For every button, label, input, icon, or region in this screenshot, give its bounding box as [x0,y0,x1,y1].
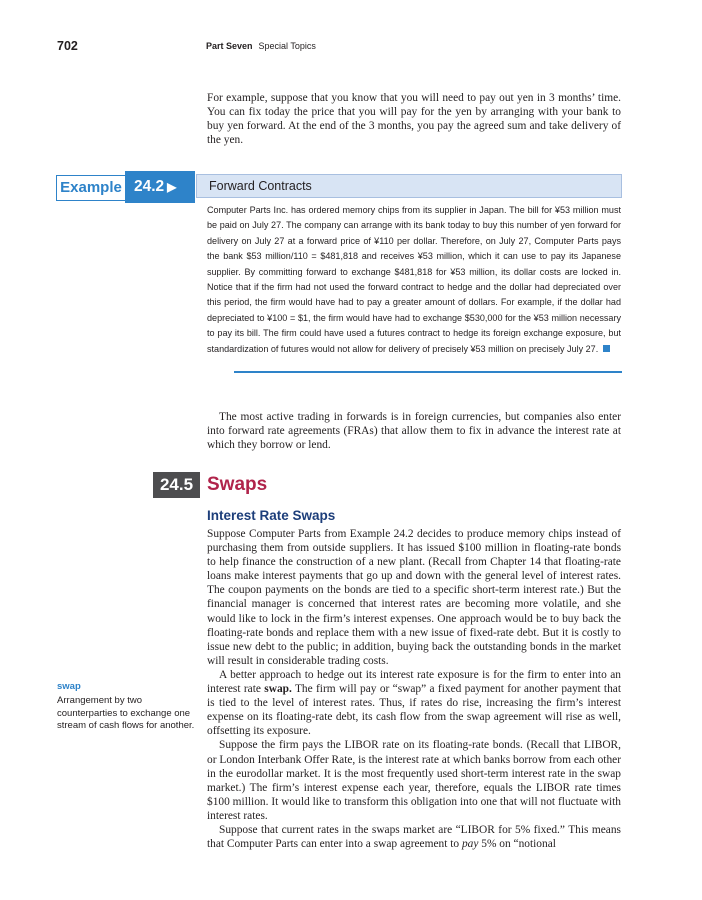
forwards-paragraph: The most active trading in forwards is in foreign currencies, but companies also enter into forward rate agreements (FRAs) that allow them to fix in advance the interest rate at which they borrow or lend. [207,411,621,452]
paragraph-text: A better approach to hedge out its interest rate exposure is for the firm to enter into an interest rate [207,668,621,696]
example-label: Example [56,175,126,201]
body-paragraph: Suppose Computer Parts from Example 24.2 decides to produce memory chips instead of purchasing them from outside suppliers. It has issued $100 million in floating-rate bonds to help finance the construction of a new plant. (Recall from Chapter 14 that floating-rate loans make interest payments that go up and down with the general level of interest rates. The coupon payments on the bonds are tied to a specific short-term interest rate.) But the financial manager is concerned that interest rates are becoming more volatile, and she would like to lock in the firm’s interest expenses. One approach would be to buy back the floating-rate bonds and replace them with a new issue of fixed-rate debt. But it is costly to issue new debt to the public; in addition, buying back the outstanding bonds in the market will result in considerable trading costs. [207,528,621,667]
example-body [207,203,621,357]
body-paragraph: Suppose the firm pays the LIBOR rate on its floating-rate bonds. (Recall that LIBOR, or London Interbank Offer Rate, is the interest rate at which banks borrow from each other in the eurodollar market. It is the most frequently used short-term interest rate in the swap market.) The firm’s interest expense each year, therefore, equals the LIBOR rate times $100 million. It would like to transform this obligation into one that will not fluctuate with interest rates. [207,739,621,822]
part-title: Special Topics [258,41,316,51]
margin-definition: Arrangement by two counterparties to exchange one stream of cash flows for another. [57,695,195,731]
example-number: 24.2 [134,178,165,195]
key-term-swap: swap. [264,683,292,696]
end-of-example-square-icon [603,345,610,352]
section-number: 24.5 [153,472,200,498]
page-number: 702 [57,39,78,53]
example-title: Forward Contracts [196,174,622,198]
running-head [206,41,316,51]
part-label: Part Seven [206,41,253,51]
example-divider [234,371,622,373]
paragraph-text: 5% on “notional [478,838,556,851]
swaps-body [207,527,621,851]
italic-word: pay [461,838,479,851]
section-title: Swaps [207,474,268,495]
margin-term: swap [57,681,81,692]
body-paragraph [207,823,621,851]
play-arrow-icon: ▶ [167,180,177,194]
subsection-title: Interest Rate Swaps [207,508,336,523]
paragraph-text: Suppose that current rates in the swaps market are “LIBOR for 5% fixed.” This means that Computer Parts can enter into a swap agreement to [207,823,621,851]
body-paragraph [207,668,621,738]
example-number-box [125,171,195,203]
example-body-text: Computer Parts Inc. has ordered memory chips from its supplier in Japan. The bill for ¥53 million must be paid on July 27. The company can arrange with its bank today to buy this number of yen forward for delivery on July 27 at a forward price of ¥110 per dollar. Therefore, on July 27, Computer Parts pays the bank $53 million/110 = $481,818 and receives ¥53 million, which it can use to pay its Japanese supplier. By committing forward to exchange $481,818 for ¥53 million, its dollar costs are locked in. Notice that if the firm had not used the forward contract to hedge and the dollar had depreciated over this period, the firm would have had to pay a greater amount of dollars. For example, if the dollar had depreciated to ¥100 = $1, the firm would have had to exchange $530,000 for the ¥53 million necessary to pay its bill. The firm could have used a futures contract to hedge its foreign exchange exposure, but standardization of futures would not allow for delivery of precisely ¥53 million on precisely July 27. [207,205,621,354]
paragraph-text: The firm will pay or “swap” a fixed payment for another payment that is tied to the level of interest rates. Thus, if rates do rise, increasing the firm’s interest expense on its floating-rate debt, its cash flow from the swap agreement will rise as well, offsetting its exposure. [207,683,621,738]
intro-paragraph: For example, suppose that you know that you will need to pay out yen in 3 months’ time. You can fix today the price that you will pay for the yen by arranging with your bank to buy yen forward. At the end of the 3 months, you pay the agreed sum and take delivery of the yen. [207,92,621,147]
